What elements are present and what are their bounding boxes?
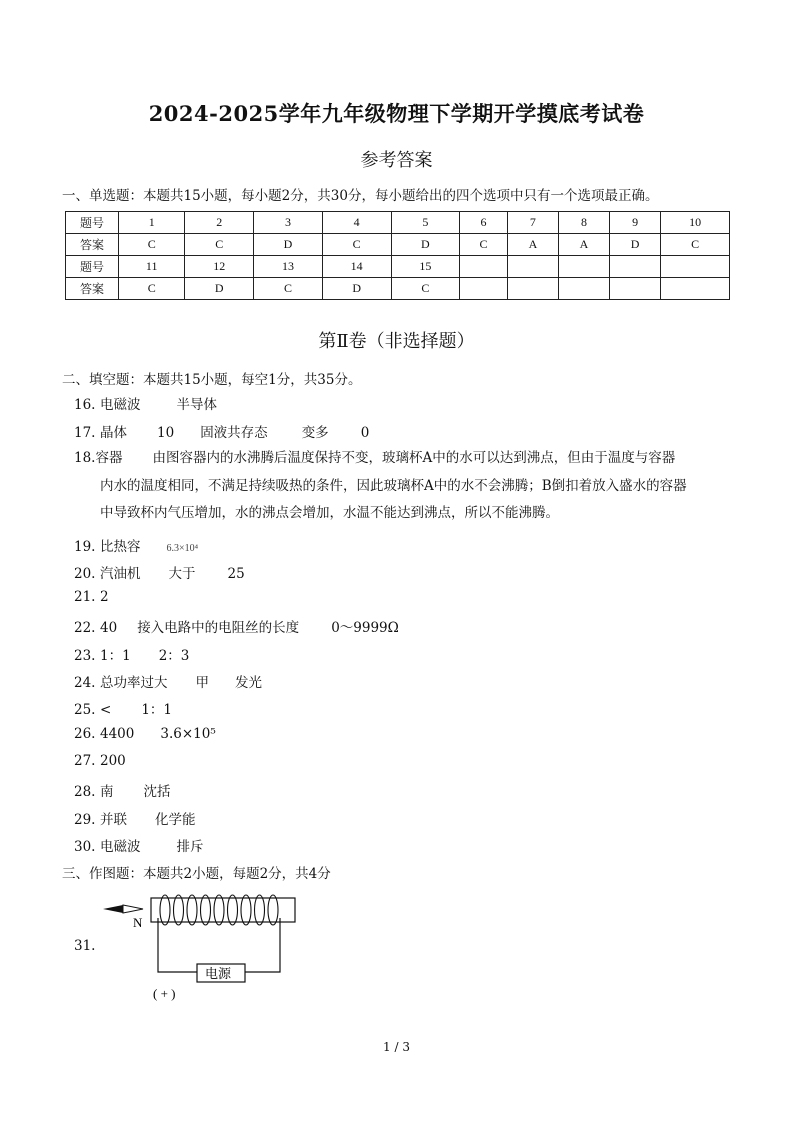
answer-line [74, 562, 245, 582]
page-title: 2024-2025学年九年级物理下学期开学摸底考试卷 [148, 101, 645, 126]
answer-part: 甲 [195, 675, 209, 691]
answer-part: 汽油机 [100, 566, 141, 582]
item-number: 20. [74, 566, 96, 582]
answer-cell: C [185, 234, 254, 256]
pole-label: N [133, 915, 143, 930]
answer-text-2: 内水的温度相同，不满足持续吸热的条件，因此玻璃杯A中的水不会沸腾；B倒扣着放入盛水的容器 [100, 477, 687, 494]
answer-line [74, 535, 198, 555]
question-number-cell: 10 [661, 212, 730, 234]
answer-cell: C [119, 234, 185, 256]
question-number-cell: 4 [322, 212, 391, 234]
answer-part: 总功率过大 [100, 675, 168, 691]
answer-text-3: 中导致杯内气压增加，水的沸点会增加，水温不能达到沸点，所以不能沸腾。 [100, 505, 559, 521]
item-number: 17. [74, 425, 96, 441]
question-number-cell: 7 [507, 212, 558, 234]
item-number: 23. [74, 648, 96, 664]
answer-part: 容器 [95, 450, 123, 466]
item-number: 26. [74, 726, 96, 742]
question-number-cell: 3 [254, 212, 323, 234]
answer-part: 接入电路中的电阻丝的长度 [137, 620, 300, 636]
answer-part: 发光 [235, 675, 262, 691]
question-number-cell: 14 [322, 256, 391, 278]
answer-cell: C [254, 278, 323, 300]
answer-part: 变多 [301, 425, 329, 441]
answer-part: 2 [100, 589, 109, 605]
answer-part: 40 [100, 620, 118, 636]
question-number-cell: 9 [610, 212, 661, 234]
question-number-cell: 1 [119, 212, 185, 234]
answer-cell [610, 278, 661, 300]
answer-line [74, 808, 196, 828]
item-number: 25. [74, 702, 96, 718]
answer-cell: C [322, 234, 391, 256]
question-number-cell: 12 [185, 256, 254, 278]
answer-header: 答案 [66, 278, 119, 300]
answer-line [74, 726, 216, 742]
answer-cell [661, 278, 730, 300]
answer-cell: D [185, 278, 254, 300]
item-number: 27. [74, 753, 96, 769]
answer-part: 比热容 [100, 539, 141, 555]
answer-cell: A [558, 234, 609, 256]
answer-18 [74, 445, 734, 528]
answer-line [74, 753, 126, 769]
answer-part: 25 [227, 566, 245, 582]
item-number-31: 31. [74, 938, 96, 954]
table-row [66, 278, 730, 300]
answer-table [65, 211, 730, 300]
page-subtitle: 参考答案 [360, 150, 433, 171]
question-number-header: 题号 [66, 212, 119, 234]
answer-part: 10 [157, 425, 175, 441]
answer-part: 南 [100, 784, 114, 800]
answer-text-1: 由图容器内的水沸腾后温度保持不变，玻璃杯A中的水可以达到沸点，但由于温度与容器 [152, 450, 676, 466]
answer-cell [558, 278, 609, 300]
answer-cell [507, 278, 558, 300]
question-number-cell: 2 [185, 212, 254, 234]
answer-line [74, 671, 262, 691]
answer-part: 电磁波 [100, 839, 141, 855]
answer-part: 4400 [100, 726, 135, 742]
question-number-cell [558, 256, 609, 278]
answer-line [74, 589, 109, 605]
answer-part: 半导体 [176, 397, 217, 413]
formula-value: 6.3×10⁴ [166, 543, 199, 554]
answer-cell: D [610, 234, 661, 256]
table-row [66, 234, 730, 256]
answer-line [74, 421, 369, 441]
answer-cell [460, 278, 508, 300]
answer-line [74, 835, 204, 855]
answer-cell: D [254, 234, 323, 256]
answer-part: 2：3 [158, 648, 190, 664]
item-number: 18. [74, 450, 96, 466]
question-number-cell: 11 [119, 256, 185, 278]
answer-cell: C [391, 278, 460, 300]
question-number-header: 题号 [66, 256, 119, 278]
answer-line [74, 644, 189, 664]
answer-part: 固液共存态 [200, 425, 268, 441]
item-number: 22. [74, 620, 96, 636]
answer-part: 1：1 [100, 648, 131, 664]
answer-cell: C [460, 234, 508, 256]
question-number-cell [661, 256, 730, 278]
answer-part: 晶体 [100, 425, 127, 441]
answer-part: 0 [360, 425, 370, 441]
item-number: 21. [74, 589, 96, 605]
question-number-cell [507, 256, 558, 278]
section-1-heading: 一、单选题：本题共15小题，每小题2分，共30分，每小题给出的四个选项中只有一个选项最正确。 [62, 188, 659, 204]
question-number-cell: 13 [254, 256, 323, 278]
answer-cell: D [322, 278, 391, 300]
page-number: 1 / 3 [383, 1040, 410, 1054]
answer-part: 0～9999Ω [331, 620, 399, 636]
polarity-label: ( + ) [153, 986, 176, 1001]
answer-part: 电磁波 [100, 397, 141, 413]
answer-part: < [100, 702, 112, 718]
question-number-cell [460, 256, 508, 278]
item-number: 28. [74, 784, 96, 800]
question-number-cell [610, 256, 661, 278]
answer-cell: C [661, 234, 730, 256]
answer-line [74, 780, 171, 800]
answer-line [74, 616, 399, 636]
answer-part: 并联 [100, 812, 127, 828]
power-source-label: 电源 [205, 966, 232, 981]
answer-cell: C [119, 278, 185, 300]
item-number: 24. [74, 675, 96, 691]
question-number-cell: 8 [558, 212, 609, 234]
question-number-cell: 5 [391, 212, 460, 234]
electromagnet-figure [95, 888, 315, 1008]
answer-part: 化学能 [155, 812, 196, 828]
answer-line [74, 393, 217, 413]
answer-part: 3.6×10⁵ [160, 726, 216, 742]
answer-part: 200 [100, 753, 126, 769]
question-number-cell: 6 [460, 212, 508, 234]
answer-part: 沈括 [143, 784, 171, 800]
item-number: 16. [74, 397, 96, 413]
question-number-cell: 15 [391, 256, 460, 278]
answer-part: 1：1 [141, 702, 172, 718]
table-row [66, 256, 730, 278]
answer-cell: D [391, 234, 460, 256]
section-3-heading: 三、作图题：本题共2小题，每题2分，共4分 [62, 866, 331, 882]
answer-part: 大于 [168, 566, 196, 582]
answer-cell: A [507, 234, 558, 256]
section-2-heading: 二、填空题：本题共15小题，每空1分，共35分。 [62, 372, 362, 388]
compass-needle-icon [103, 905, 143, 913]
answer-header: 答案 [66, 234, 119, 256]
item-number: 19. [74, 539, 96, 555]
answer-part: 排斥 [176, 839, 204, 855]
answer-line [74, 698, 172, 718]
table-row [66, 212, 730, 234]
item-number: 30. [74, 839, 96, 855]
item-number: 29. [74, 812, 96, 828]
volume-2-heading: 第Ⅱ卷（非选择题） [318, 331, 475, 352]
